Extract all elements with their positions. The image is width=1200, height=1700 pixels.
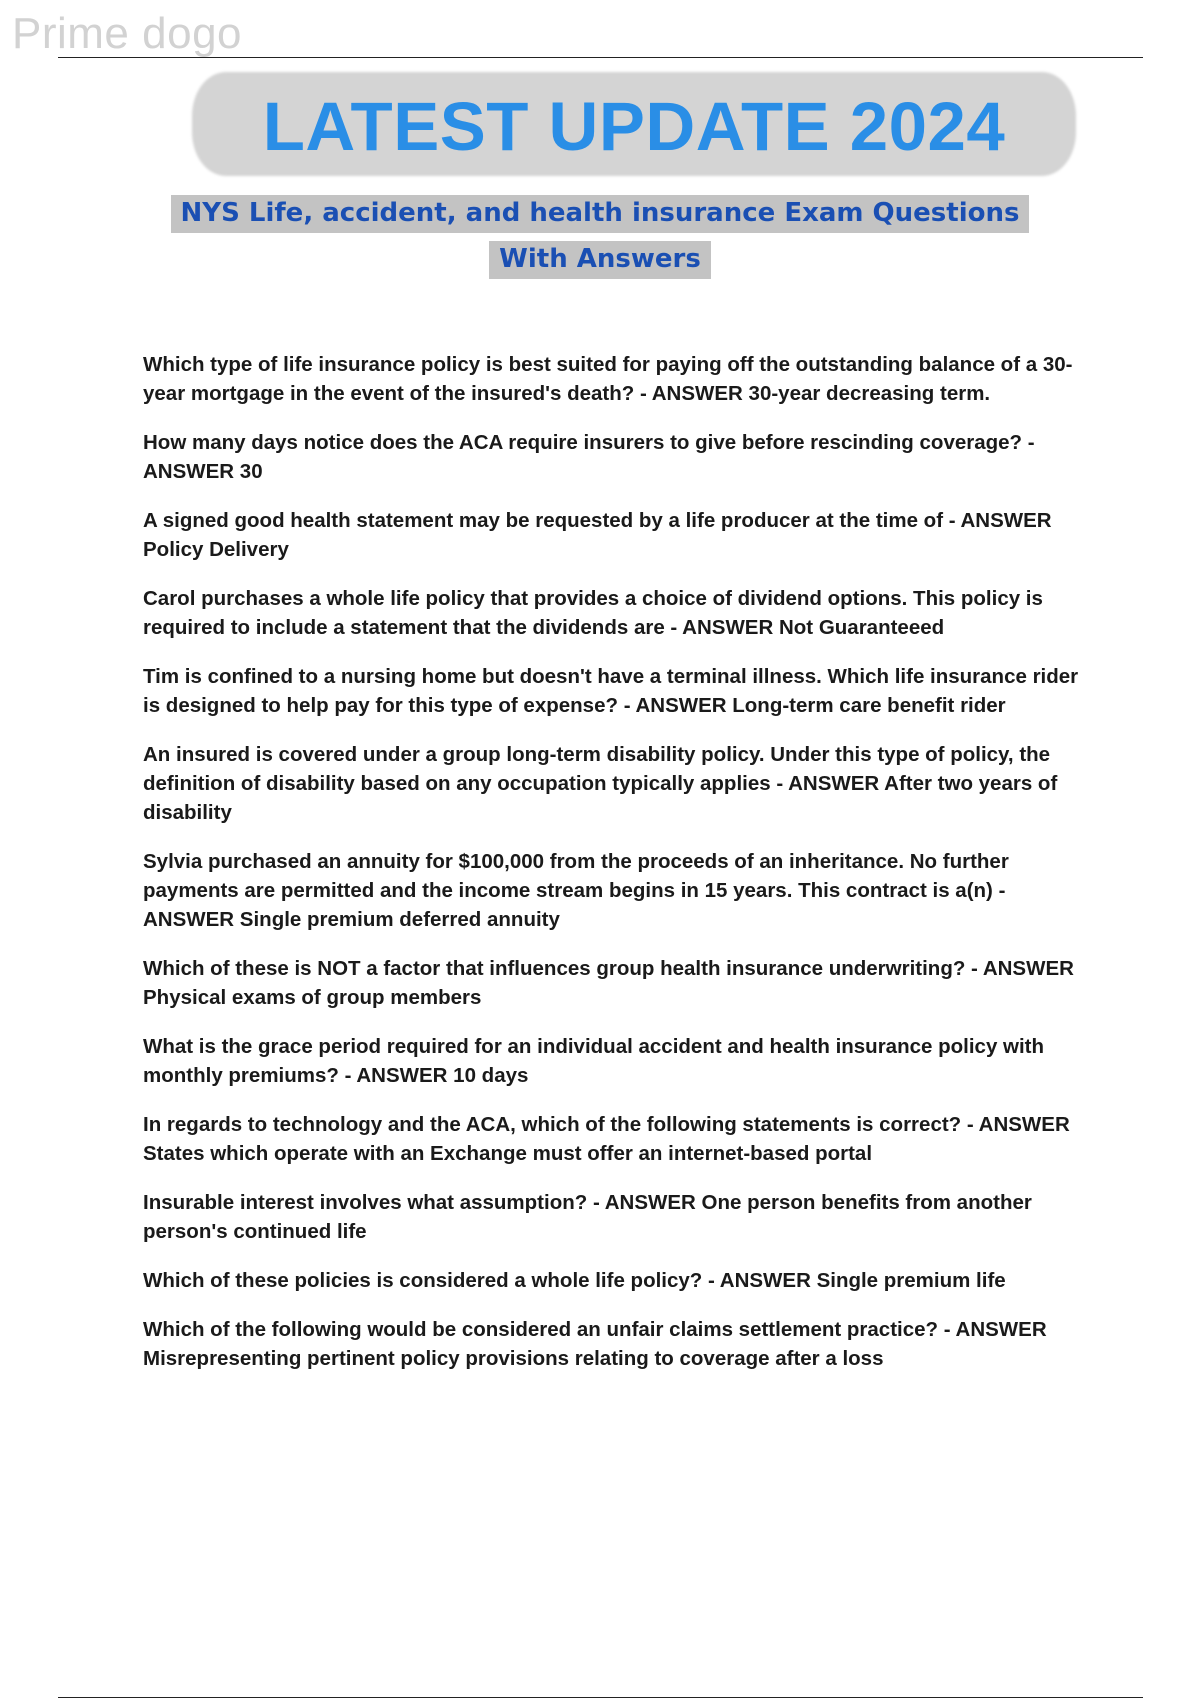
qa-item: Insurable interest involves what assumption? - ANSWER One person benefits from another person's continued life (143, 1191, 1032, 1243)
watermark: Prime dogo (12, 9, 243, 58)
top-divider (58, 57, 1143, 58)
qa-item: Which of these policies is considered a whole life policy? - ANSWER Single premium life (143, 1269, 1006, 1292)
qa-item: Which of the following would be considered an unfair claims settlement practice? - ANSWER Misrepresenting pertinent policy provisions relating to coverage after a loss (143, 1318, 1047, 1370)
document-subtitle-line-1 (0, 190, 1200, 236)
banner-title: LATEST UPDATE 2024 (262, 87, 1006, 165)
qa-item: Tim is confined to a nursing home but doesn't have a terminal illness. Which life insurance rider is designed to help pay for this type of expense? - ANSWER Long-term care benefit rider (143, 665, 1079, 717)
title-banner (192, 72, 1076, 176)
qa-item: Which of these is NOT a factor that influences group health insurance underwriting? - ANSWER Physical exams of group members (143, 957, 1074, 1009)
qa-item: An insured is covered under a group long-term disability policy. Under this type of policy, the definition of disability based on any occupation typically applies - ANSWER After two years of disability (143, 743, 1058, 824)
qa-item: Which type of life insurance policy is best suited for paying off the outstanding balance of a 30-year mortgage in the event of the insured's death? - ANSWER 30-year decreasing term. (143, 353, 1073, 405)
qa-item: What is the grace period required for an individual accident and health insurance policy with monthly premiums? - ANSWER 10 days (143, 1035, 1045, 1087)
subtitle-text-2: With Answers (489, 241, 711, 279)
subtitle-text-1: NYS Life, accident, and health insurance Exam Questions (171, 195, 1030, 233)
qa-item: In regards to technology and the ACA, which of the following statements is correct? - ANSWER States which operate with an Exchange must offer an internet-based portal (143, 1113, 1070, 1165)
qa-item: A signed good health statement may be requested by a life producer at the time of - ANSWER Policy Delivery (143, 509, 1052, 561)
qa-item: Carol purchases a whole life policy that provides a choice of dividend options. This policy is required to include a statement that the dividends are - ANSWER Not Guaranteeed (143, 587, 1043, 639)
document-subtitle-line-2 (0, 236, 1200, 282)
qa-item: How many days notice does the ACA require insurers to give before rescinding coverage? - ANSWER 30 (143, 431, 1035, 483)
bottom-divider (58, 1697, 1143, 1698)
question-answer-list (143, 350, 1088, 1393)
qa-item: Sylvia purchased an annuity for $100,000 from the proceeds of an inheritance. No further payments are permitted and the income stream begins in 15 years. This contract is a(n) - ANSWER Single premium deferred annuity (143, 850, 1009, 931)
